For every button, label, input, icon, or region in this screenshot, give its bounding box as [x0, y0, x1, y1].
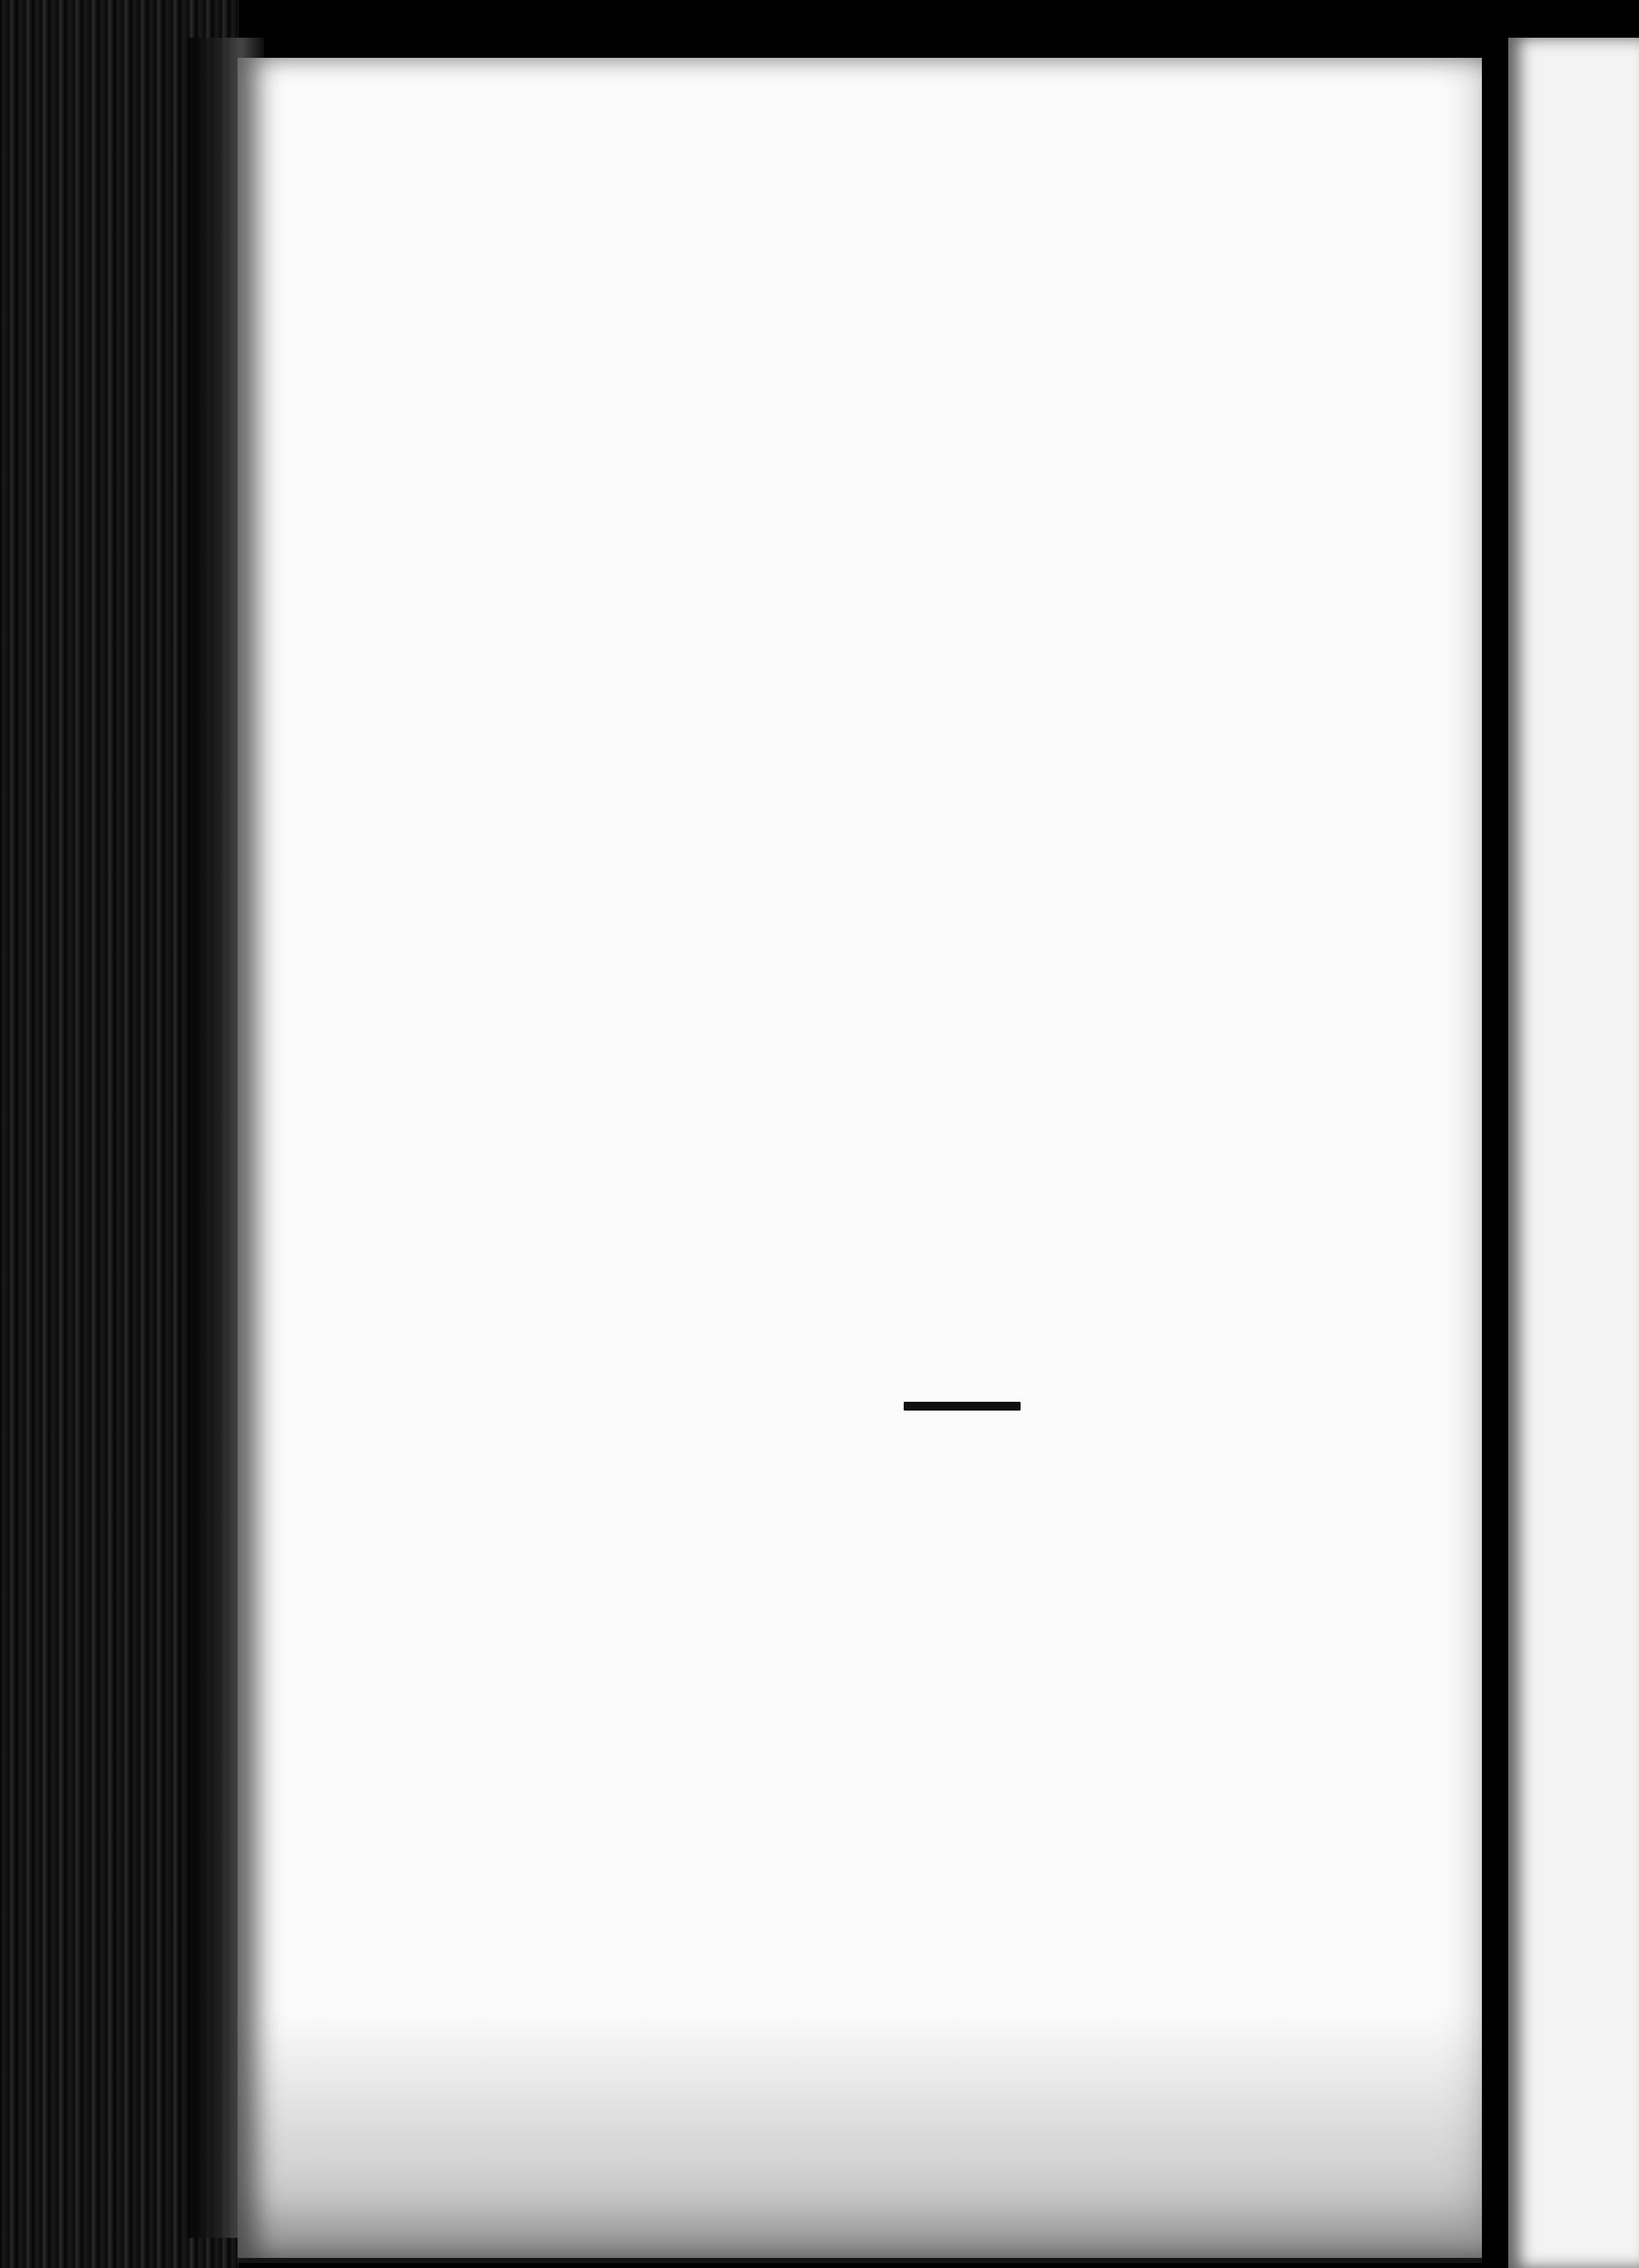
page-header [490, 245, 1414, 277]
next-page-edge [1508, 38, 1639, 2268]
chapter-rule [904, 1402, 1021, 1411]
page [238, 58, 1482, 2258]
page-shadow [238, 2012, 1482, 2263]
